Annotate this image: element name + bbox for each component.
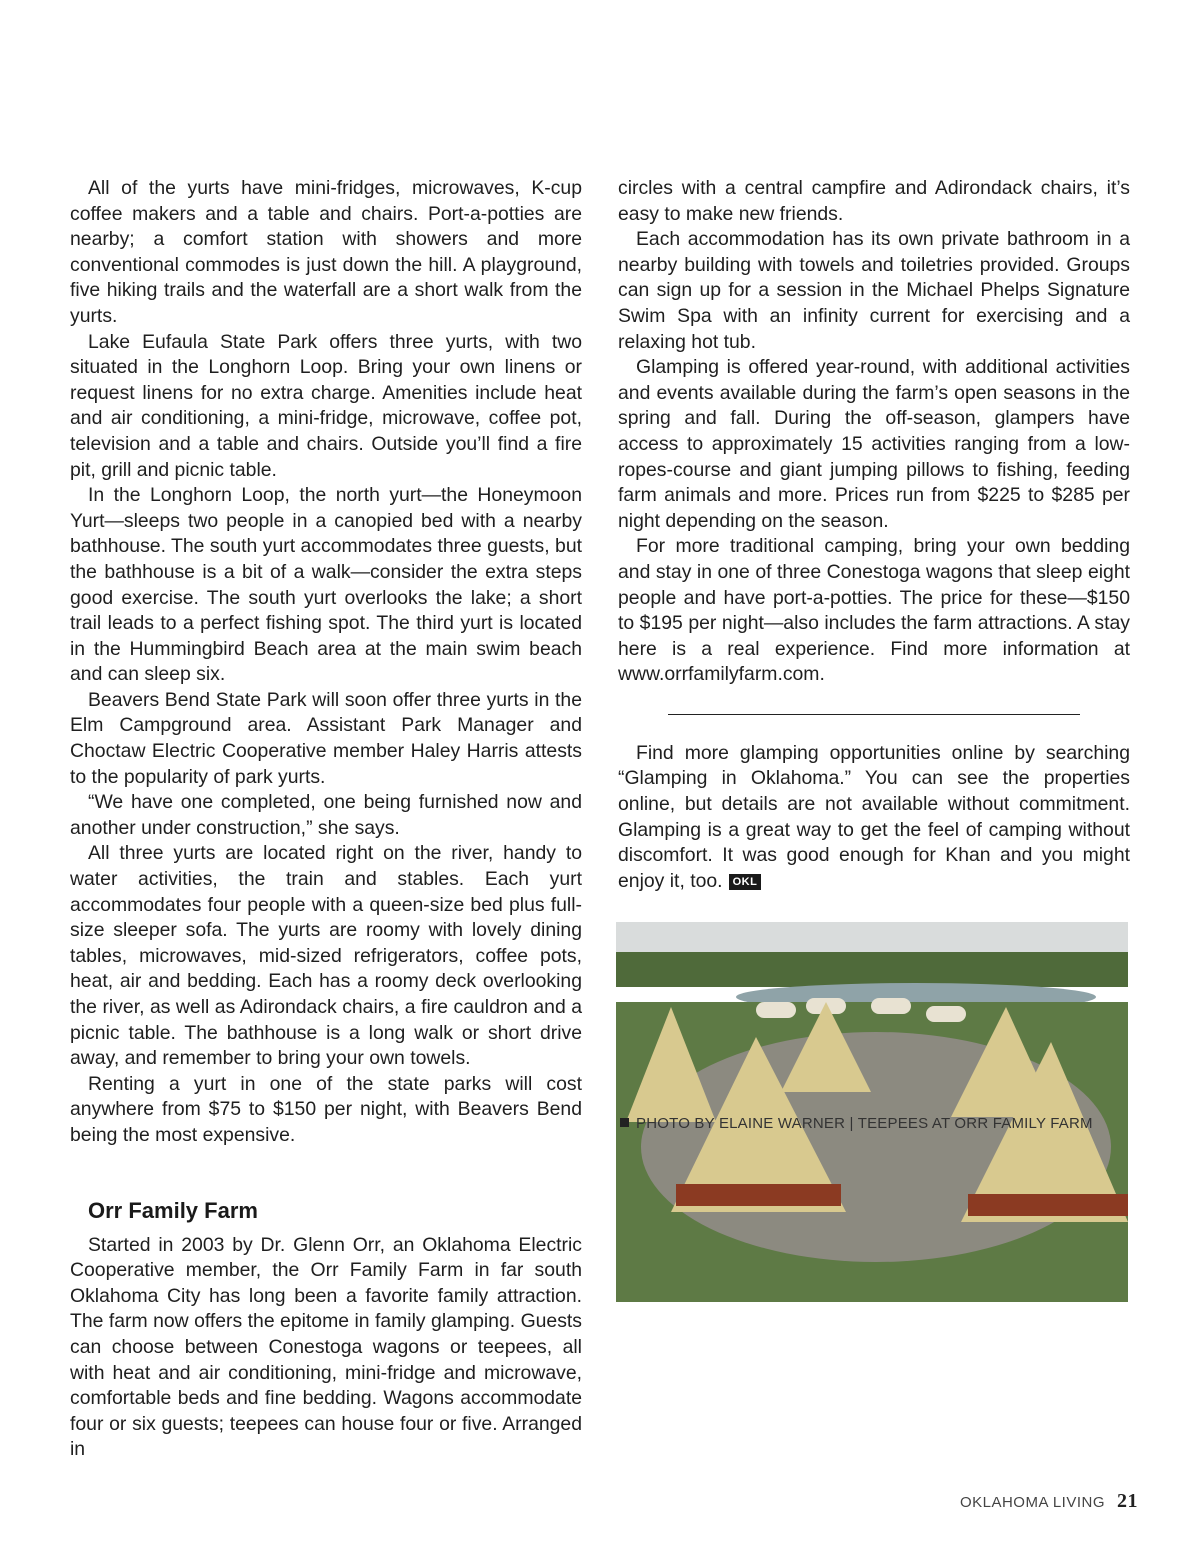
section-divider xyxy=(668,714,1080,715)
caption-text: PHOTO BY ELAINE WARNER | TEEPEES AT ORR FAMILY FARM xyxy=(636,1115,1093,1132)
wagon-cover xyxy=(871,998,911,1014)
paragraph: Started in 2003 by Dr. Glenn Orr, an Oklahoma Electric Cooperative member, the Orr Family Farm in far south Oklahoma City has long been a favorite family attraction. The farm now offers the epitome in family glamping. Guests can choose between Conestoga wagons or teepees, all with heat and air conditioning, mini-fridge and microwave, comfortable beds and fine bedding. Wagons accommodate four or six guests; teepees can house four or five. Arranged in xyxy=(70,1233,582,1461)
left-column xyxy=(70,176,582,1463)
paragraph: Lake Eufaula State Park offers three yurts, with two situated in the Longhorn Loop. Bring your own linens or request linens for no extra charge. Amenities include heat and air conditioning, a mini-fridge, microwave, coffee pot, television and a table and chairs. Outside you’ll find a fire pit, grill and picnic table. xyxy=(70,330,582,481)
paragraph: “We have one completed, one being furnished now and another under construction,” she says. xyxy=(70,791,582,839)
right-column xyxy=(618,176,1130,894)
paragraph: Renting a yurt in one of the state parks will cost anywhere from $75 to $150 per night, with Beavers Bend being the most expensive. xyxy=(70,1072,582,1146)
photo-caption xyxy=(620,1114,1093,1134)
okl-end-mark: OKL xyxy=(729,874,762,890)
paragraph: Each accommodation has its own private bathroom in a nearby building with towels and toiletries provided. Groups can sign up for a session in the Michael Phelps Signature Swim Spa with an infinity current for exercising and a relaxing hot tub. xyxy=(618,228,1130,353)
paragraph: Beavers Bend State Park will soon offer three yurts in the Elm Campground area. Assistant Park Manager and Choctaw Electric Cooperative member Haley Harris attests to the popularity of park yurts. xyxy=(70,688,582,788)
paragraph: In the Longhorn Loop, the north yurt—the Honeymoon Yurt—sleeps two people in a canopied bed with a nearby bathhouse. The south yurt accommodates three guests, but the bathhouse is a bit of a walk—consider the extra steps good exercise. The south yurt overlooks the lake; a short trail leads to a perfect fishing spot. The third yurt is located in the Hummingbird Beach area at the main swim beach and can sleep six. xyxy=(70,484,582,686)
page-footer xyxy=(960,1490,1138,1513)
teepee-band xyxy=(968,1194,1128,1216)
page-number: 21 xyxy=(1117,1490,1138,1512)
paragraph: Glamping is offered year-round, with additional activities and events available during the farm’s open seasons in the spring and fall. During the off-season, glampers have access to approximately 15 activities ranging from a low-ropes-course and giant jumping pillows to fishing, feeding farm animals and more. Prices run from $225 to $285 per night depending on the season. xyxy=(618,356,1130,532)
square-bullet-icon xyxy=(620,1118,629,1127)
paragraph-continuation: circles with a central campfire and Adirondack chairs, it’s easy to make new friends. xyxy=(618,177,1130,225)
paragraph: For more traditional camping, bring your own bedding and stay in one of three Conestoga wagons that sleep eight people and have port-a-potties. The price for these—$150 to $195 per night—also includes the farm attractions. A stay here is a real experience. Find more information at www.orrfamilyfarm.com. xyxy=(618,535,1130,686)
publication-name: OKLAHOMA LIVING xyxy=(959,1494,1105,1511)
section-subheading: Orr Family Farm xyxy=(88,1197,258,1223)
wagon-cover xyxy=(926,1006,966,1022)
closing-paragraph xyxy=(618,741,1130,895)
teepee-photo xyxy=(616,922,1128,1302)
paragraph: All three yurts are located right on the river, handy to water activities, the train and stables. Each yurt accommodates four people with a queen-size bed plus full-size sleeper sofa. The yurts are roomy with lovely dining tables, microwaves, mid-sized refrigerators, coffee pots, heat, air and bedding. Each has a roomy deck overlooking the river, as well as Adirondack chairs, a fire cauldron and a picnic table. The bathhouse is a long walk or short drive away, and remember to bring your own towels. xyxy=(70,842,582,1070)
photo-tree-line xyxy=(616,952,1128,987)
wagon-cover xyxy=(756,1002,796,1018)
paragraph: All of the yurts have mini-fridges, microwaves, K-cup coffee makers and a table and chairs. Port-a-potties are nearby; a comfort station with showers and more conventional commodes is just down the hill. A playground, five hiking trails and the waterfall are a short walk from the yurts. xyxy=(70,177,582,327)
closing-text: Find more glamping opportunities online by searching “Glamping in Oklahoma.” You can see the properties online, but details are not available without commitment. Glamping is a great way to get the feel of camping without discomfort. It was good enough for Khan and you might enjoy it, too. xyxy=(618,741,1130,892)
teepee-band xyxy=(676,1184,841,1206)
